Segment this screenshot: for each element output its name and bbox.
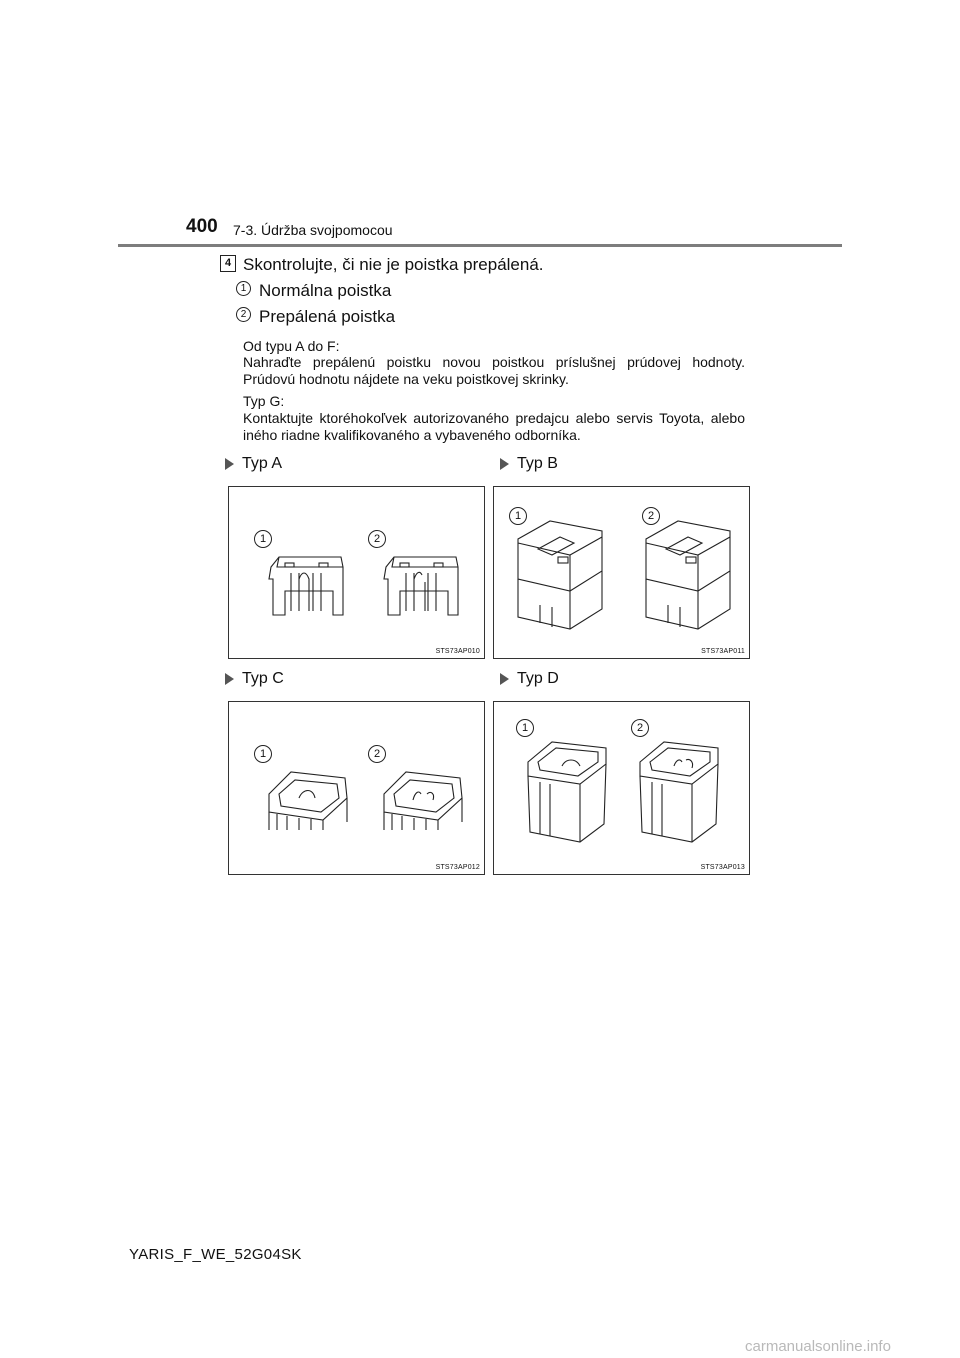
figure-callout-2: 2 [368,745,386,763]
figure-code: STS73AP010 [435,648,480,655]
figure-label-typ-c: Typ C [242,670,284,687]
figure-callout-1: 1 [509,507,527,525]
figure-code: STS73AP011 [701,648,745,655]
bullet-arrow-icon [500,458,509,470]
figure-label-typ-b: Typ B [517,455,558,472]
figure-callout-1: 1 [254,530,272,548]
fuse-type-c-illustration [229,702,484,874]
page-number: 400 [186,216,218,237]
item-number-1: 1 [236,281,251,296]
figure-typ-d [493,701,750,875]
header-divider [118,244,842,247]
bullet-arrow-icon [500,673,509,685]
figure-typ-c [228,701,485,875]
figure-callout-1: 1 [254,745,272,763]
item-text-normal-fuse: Normálna poistka [259,281,392,300]
document-code: YARIS_F_WE_52G04SK [129,1246,302,1263]
section-title: 7-3. Údržba svojpomocou [233,222,393,238]
figure-code: STS73AP012 [435,864,480,871]
note-g-text: Kontaktujte ktoréhokoľvek autorizovaného predajcu alebo servis Toyota, alebo iného riadne kvalifikovaného a vybaveného odborníka. [243,410,745,443]
note-g-heading: Typ G: [243,393,285,409]
figure-typ-b [493,486,750,659]
item-number-2: 2 [236,307,251,322]
note-af-heading: Od typu A do F: [243,338,340,354]
fuse-type-d-illustration [494,702,749,874]
fuse-type-a-illustration [229,487,484,658]
watermark: carmanualsonline.info [745,1338,891,1355]
note-af-text: Nahraďte prepálenú poistku novou poistkou príslušnej prúdovej hodnoty. Prúdovú hodnotu nájdete na veku poistkovej skrinky. [243,354,745,387]
figure-label-typ-d: Typ D [517,670,559,687]
figure-code: STS73AP013 [700,864,745,871]
step-number-box: 4 [220,255,236,272]
figure-callout-1: 1 [516,719,534,737]
fuse-type-b-illustration [494,487,749,658]
bullet-arrow-icon [225,458,234,470]
figure-callout-2: 2 [368,530,386,548]
step-text: Skontrolujte, či nie je poistka prepálená. [243,255,544,274]
figure-typ-a [228,486,485,659]
figure-callout-2: 2 [631,719,649,737]
item-text-blown-fuse: Prepálená poistka [259,307,396,326]
figure-callout-2: 2 [642,507,660,525]
figure-label-typ-a: Typ A [242,455,283,472]
bullet-arrow-icon [225,673,234,685]
